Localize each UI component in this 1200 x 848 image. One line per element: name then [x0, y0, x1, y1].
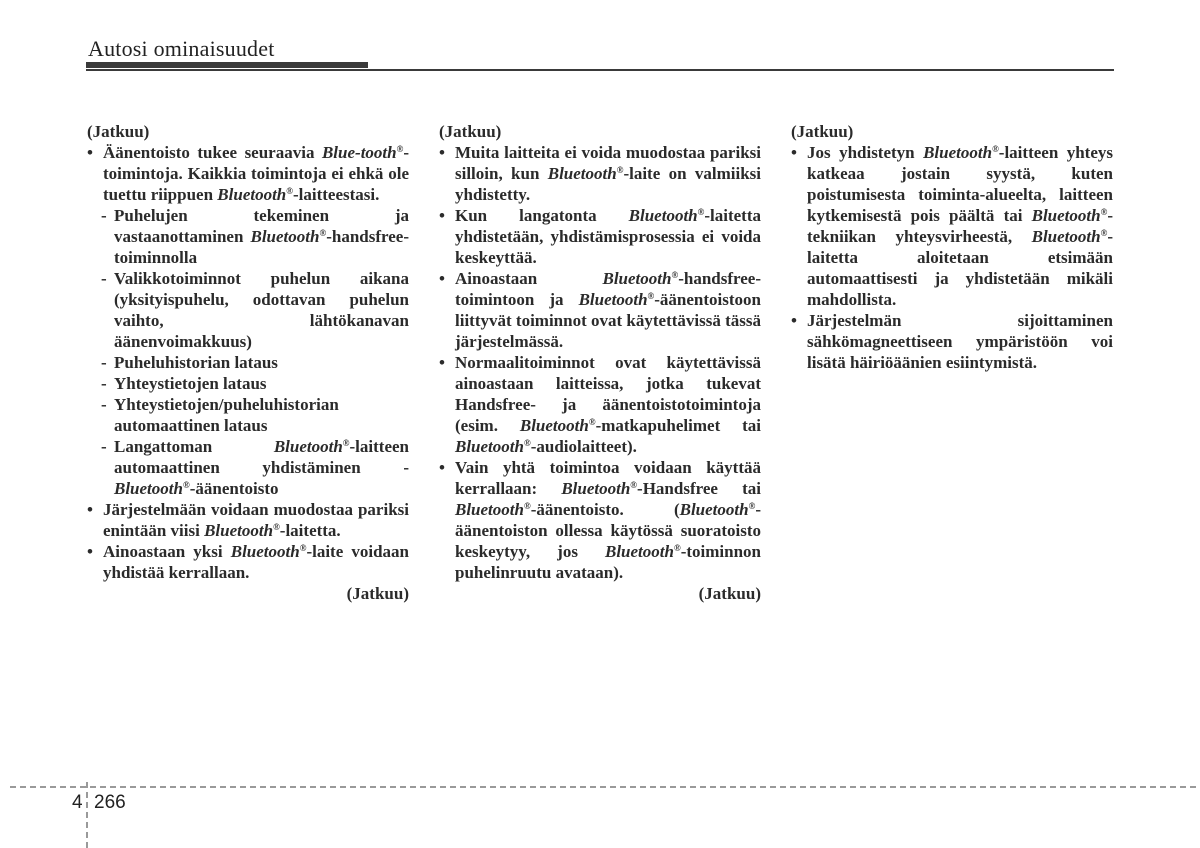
list-item-text: Ainoastaan yksi Bluetooth®-laite voidaan yhdistää kerrallaan. — [103, 542, 410, 582]
dash-marker: - — [101, 374, 107, 393]
page-header-title: Autosi ominaisuudet — [88, 36, 275, 61]
list-item-text: Äänentoisto tukee seuraavia Blue-tooth®-toimintoja. Kaikkia toimintoja ei ehkä ole tuettu riippuen Bluetooth®-laitteestasi. — [103, 143, 409, 204]
bullet-marker: • — [87, 500, 93, 519]
text-column-2 — [439, 121, 761, 604]
list-item-text: Muita laitteita ei voida muodostaa pariksi silloin, kun Bluetooth®-laite on valmiiksi yhdistetty. — [455, 143, 761, 204]
header-rule-thick — [86, 62, 368, 68]
page-number: 266 — [94, 792, 126, 813]
dash-marker: - — [101, 269, 107, 288]
bullet-marker: • — [439, 458, 445, 477]
text-column-3 — [791, 121, 1113, 373]
sub-list-item — [101, 436, 409, 499]
continued-label: (Jatkuu) — [698, 584, 761, 603]
bullet-marker: • — [87, 143, 93, 162]
sub-list-item — [101, 205, 409, 268]
footer-dashed-divider — [86, 782, 88, 848]
bullet-marker: • — [791, 143, 797, 162]
list-item-text: Jos yhdistetyn Bluetooth®-laitteen yhteys katkeaa jostain syystä, kuten poistumisesta toiminta-alueelta, laitteen kytkemisestä pois päältä tai Bluetooth®-tekniikan yhteysvirheestä, Bluetooth®-laitetta aloitetaan etsimään automaattisesti ja yhdistetään mikäli mahdollista. — [807, 143, 1113, 309]
dash-marker: - — [101, 395, 107, 414]
sub-list-item-text: Puhelujen tekeminen ja vastaanottaminen Bluetooth®-handsfree-toiminnolla — [114, 206, 409, 267]
list-item-text: Järjestelmän sijoittaminen sähkömagneettiseen ympäristöön voi lisätä häiriöäänien esiintymistä. — [807, 311, 1113, 372]
dash-marker: - — [101, 206, 107, 225]
bullet-marker: • — [439, 353, 445, 372]
list-item — [439, 268, 761, 352]
bullet-marker: • — [87, 542, 93, 561]
header-rule-thin — [86, 69, 1114, 71]
sub-list-item-text: Langattoman Bluetooth®-laitteen automaattinen yhdistäminen - Bluetooth®-äänentoisto — [114, 437, 409, 498]
list-item — [439, 142, 761, 205]
dash-marker: - — [101, 437, 107, 456]
list-item-text: Normaalitoiminnot ovat käytettävissä ainoastaan laitteissa, jotka tukevat Handsfree- ja äänentoistotoimintoja (esim. Bluetooth®-matkapuhelimet tai Bluetooth®-audiolaitteet). — [455, 353, 761, 456]
footer-dashed-rule — [10, 786, 1196, 788]
list-item-text: Järjestelmään voidaan muodostaa pariksi enintään viisi Bluetooth®-laitetta. — [103, 500, 409, 540]
sub-list-item-text: Yhteystietojen/puheluhistorian automaattinen lataus — [114, 395, 339, 435]
bullet-marker: • — [439, 143, 445, 162]
chapter-number: 4 — [72, 792, 83, 813]
list-item — [87, 499, 409, 541]
bullet-marker: • — [791, 311, 797, 330]
list-item — [87, 541, 409, 583]
list-item — [791, 142, 1113, 310]
bullet-marker: • — [439, 269, 445, 288]
bullet-marker: • — [439, 206, 445, 225]
continued-label: (Jatkuu) — [346, 584, 409, 603]
sub-list-item-text: Yhteystietojen lataus — [114, 374, 267, 393]
list-item — [439, 205, 761, 268]
continued-label: (Jatkuu) — [439, 122, 502, 141]
sub-list-item — [101, 394, 409, 436]
list-item — [791, 310, 1113, 373]
list-item — [439, 457, 761, 583]
text-column-1 — [87, 121, 409, 604]
sub-list-item-text: Puheluhistorian lataus — [114, 353, 278, 372]
sub-list-item — [101, 268, 409, 352]
continued-label: (Jatkuu) — [87, 122, 150, 141]
dash-marker: - — [101, 353, 107, 372]
continued-label: (Jatkuu) — [791, 122, 854, 141]
list-item — [87, 142, 409, 205]
list-item-text: Vain yhtä toimintoa voidaan käyttää kerrallaan: Bluetooth®-Handsfree tai Bluetooth®-äänentoisto. (Bluetooth®-äänentoiston ollessa käytössä suoratoisto keskeytyy, jos Bluetooth®-toiminnon puhelinruutu avataan). — [455, 458, 761, 582]
sub-list-item — [101, 352, 409, 373]
sub-list-item — [101, 373, 409, 394]
list-item — [439, 352, 761, 457]
list-item-text: Kun langatonta Bluetooth®-laitetta yhdistetään, yhdistämisprosessia ei voida keskeyttää. — [455, 206, 761, 267]
sub-list-item-text: Valikkotoiminnot puhelun aikana (yksityispuhelu, odottavan puhelun vaihto, lähtökanavan äänenvoimakkuus) — [114, 269, 409, 351]
list-item-text: Ainoastaan Bluetooth®-handsfree-toimintoon ja Bluetooth®-äänentoistoon liittyvät toiminnot ovat käytettävissä tässä järjestelmässä. — [455, 269, 761, 351]
